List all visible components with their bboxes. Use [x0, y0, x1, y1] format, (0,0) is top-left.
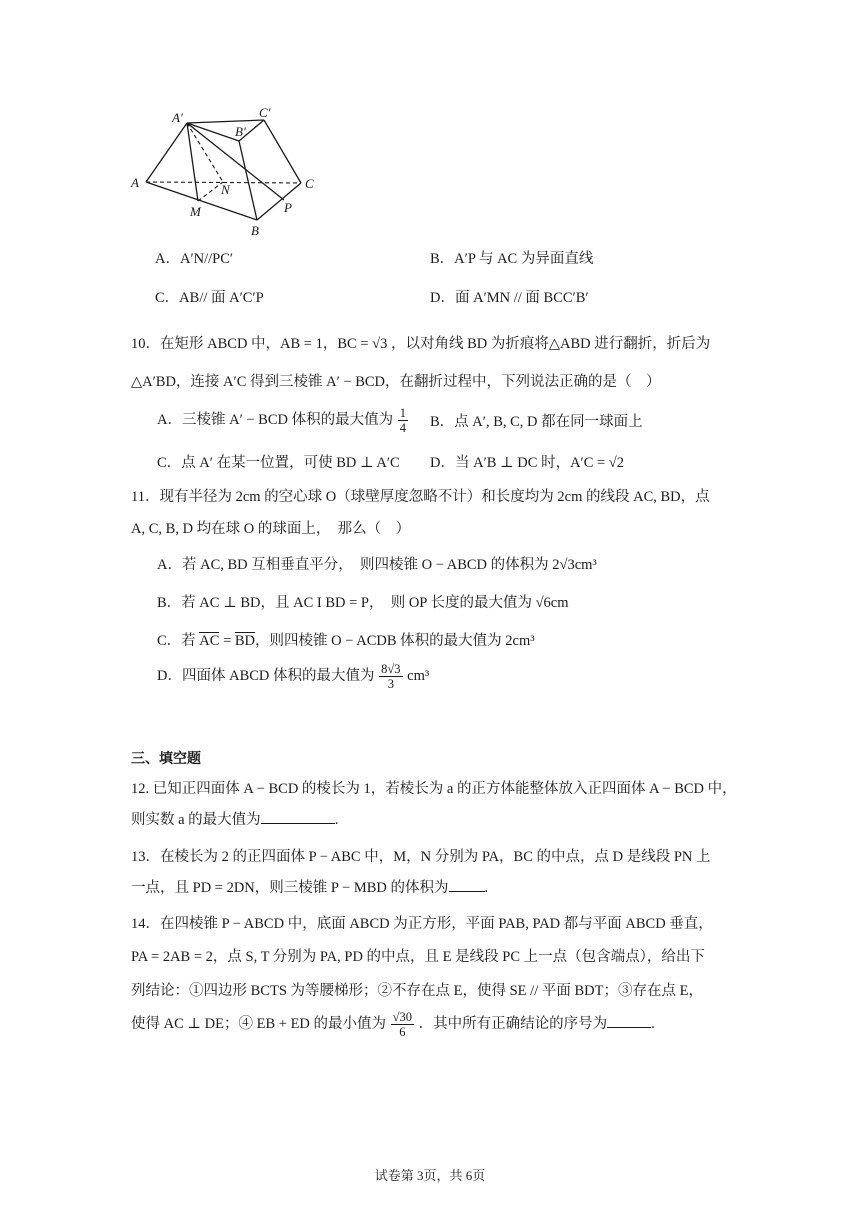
q14-line4-pre: 使得 AC ⊥ DE；④ EB + ED 的最小值为 [131, 1015, 387, 1032]
edge-CCprime [264, 120, 301, 183]
q9-option-a: A．A′N//PC′ [155, 251, 234, 267]
q10-option-a-text: A．三棱锥 A′ − BCD 体积的最大值为 [157, 411, 394, 428]
q10-option-c: C．点 A′ 在某一位置，可使 BD ⊥ A′C [157, 455, 400, 471]
label-M: M [190, 204, 201, 219]
q10-option-d: D．当 A′B ⊥ DC 时，A′C = √2 [430, 455, 625, 471]
q14-fraction [391, 1010, 414, 1039]
q11-line1: 11．现有半径为 2cm 的空心球 O（球壁厚度忽略不计）和长度均为 2cm 的线段 AC, BD，点 [131, 489, 710, 505]
q10-option-a [157, 406, 409, 435]
vector-ac: AC [199, 633, 220, 649]
q14-line4 [131, 1010, 655, 1039]
q14-line4-end: . [651, 1015, 655, 1032]
fraction-denominator: 3 [387, 677, 394, 691]
q13-answer-blank[interactable] [449, 879, 485, 892]
edge-BprimeB [239, 141, 257, 220]
edge-MN-dashed [198, 182, 223, 201]
q11-option-d-post: cm³ [407, 667, 430, 684]
label-A: A [131, 175, 139, 190]
q14-answer-blank[interactable] [607, 1015, 651, 1028]
geometry-figure [128, 104, 328, 240]
page-footer: 试卷第 3页，共 6页 [374, 1168, 486, 1183]
edge-AprimeA [146, 123, 187, 182]
label-B-prime: B′ [235, 124, 246, 139]
q12-line2-text: 则实数 a 的最大值为 [131, 812, 261, 828]
q11-option-c-pre: C．若 [157, 633, 196, 649]
q12-line1: 12. 已知正四面体 A − BCD 的棱长为 1，若棱长为 a 的正方体能整体放入正四面体 A − BCD 中， [131, 781, 737, 797]
q11-option-c-eq: = [223, 633, 232, 649]
q11-option-d [157, 662, 429, 691]
label-P: P [284, 200, 292, 215]
q11-option-c [157, 629, 535, 650]
label-B: B [251, 223, 259, 238]
label-C: C [305, 176, 314, 191]
q14-line1: 14．在四棱锥 P − ABCD 中，底面 ABCD 为正方形，平面 PAB, PAD 都与平面 ABCD 垂直， [131, 916, 713, 932]
label-N: N [221, 182, 230, 197]
q14-line3: 列结论：①四边形 BCTS 为等腰梯形；②不存在点 E，使得 SE // 平面 BDT；③存在点 E， [131, 983, 703, 999]
section-title-fill-in: 三、填空题 [131, 751, 201, 767]
q9-option-b: B．A′P 与 AC 为异面直线 [430, 251, 594, 267]
q10-line2: △A′BD，连接 A′C 得到三棱锥 A′ − BCD，在翻折过程中，下列说法正确的是（ ） [131, 374, 661, 390]
q13-line2-end: . [484, 880, 489, 896]
q13-line2-text: 一点，且 PD = 2DN，则三棱锥 P − MBD 的体积为 [131, 880, 449, 896]
edge-AprimeBprime [187, 123, 239, 141]
q13-line2 [131, 876, 488, 897]
q10-line1: 10．在矩形 ABCD 中，AB = 1，BC = √3 ，以对角线 BD 为折痕将△ABD 进行翻折，折后为 [131, 336, 711, 352]
edge-AprimeM [187, 123, 198, 201]
q12-line2-end: . [334, 812, 339, 828]
q10-option-a-fraction [398, 406, 408, 435]
q13-line1: 13．在棱长为 2 的正四面体 P − ABC 中，M，N 分别为 PA，BC 的中点，点 D 是线段 PN 上 [131, 849, 711, 865]
label-C-prime: C′ [259, 105, 271, 120]
q12-line2 [131, 808, 338, 829]
q10-option-b: B．点 A′, B, C, D 都在同一球面上 [430, 414, 643, 430]
edge-AB [146, 182, 257, 220]
q11-option-c-post: ，则四棱锥 O − ACDB 体积的最大值为 2cm³ [255, 633, 535, 649]
q11-line2: A, C, B, D 均在球 O 的球面上， 那么（ ） [131, 521, 411, 537]
q14-line2: PA = 2AB = 2，点 S, T 分别为 PA, PD 的中点，且 E 是线段 PC 上一点（包含端点），给出下 [131, 949, 705, 965]
q12-answer-blank[interactable] [261, 811, 335, 824]
edge-AprimeN-dashed [187, 123, 223, 182]
edge-AprimeCprime [187, 120, 264, 123]
label-A-prime: A′ [172, 110, 183, 125]
fraction-numerator: √30 [392, 1010, 413, 1024]
prism-diagram [128, 104, 328, 240]
fraction-numerator: 1 [399, 406, 406, 420]
fraction-denominator: 4 [399, 421, 406, 435]
q11-option-b: B．若 AC ⊥ BD，且 AC I BD = P， 则 OP 长度的最大值为 √6cm [157, 595, 569, 611]
fraction-numerator: 8√3 [381, 662, 401, 676]
q11-option-d-fraction [379, 662, 402, 691]
q14-line4-post: ．其中所有正确结论的序号为 [418, 1015, 608, 1032]
fraction-denominator: 6 [399, 1025, 406, 1039]
q11-option-a: A．若 AC, BD 互相垂直平分， 则四棱锥 O − ABCD 的体积为 2√3cm³ [157, 557, 597, 573]
edge-BC [257, 183, 301, 220]
q11-option-d-pre: D．四面体 ABCD 体积的最大值为 [157, 667, 375, 684]
vector-bd: BD [234, 633, 256, 649]
q9-option-d: D．面 A′MN // 面 BCC′B′ [430, 290, 589, 306]
q9-option-c: C．AB// 面 A′C′P [155, 290, 264, 306]
